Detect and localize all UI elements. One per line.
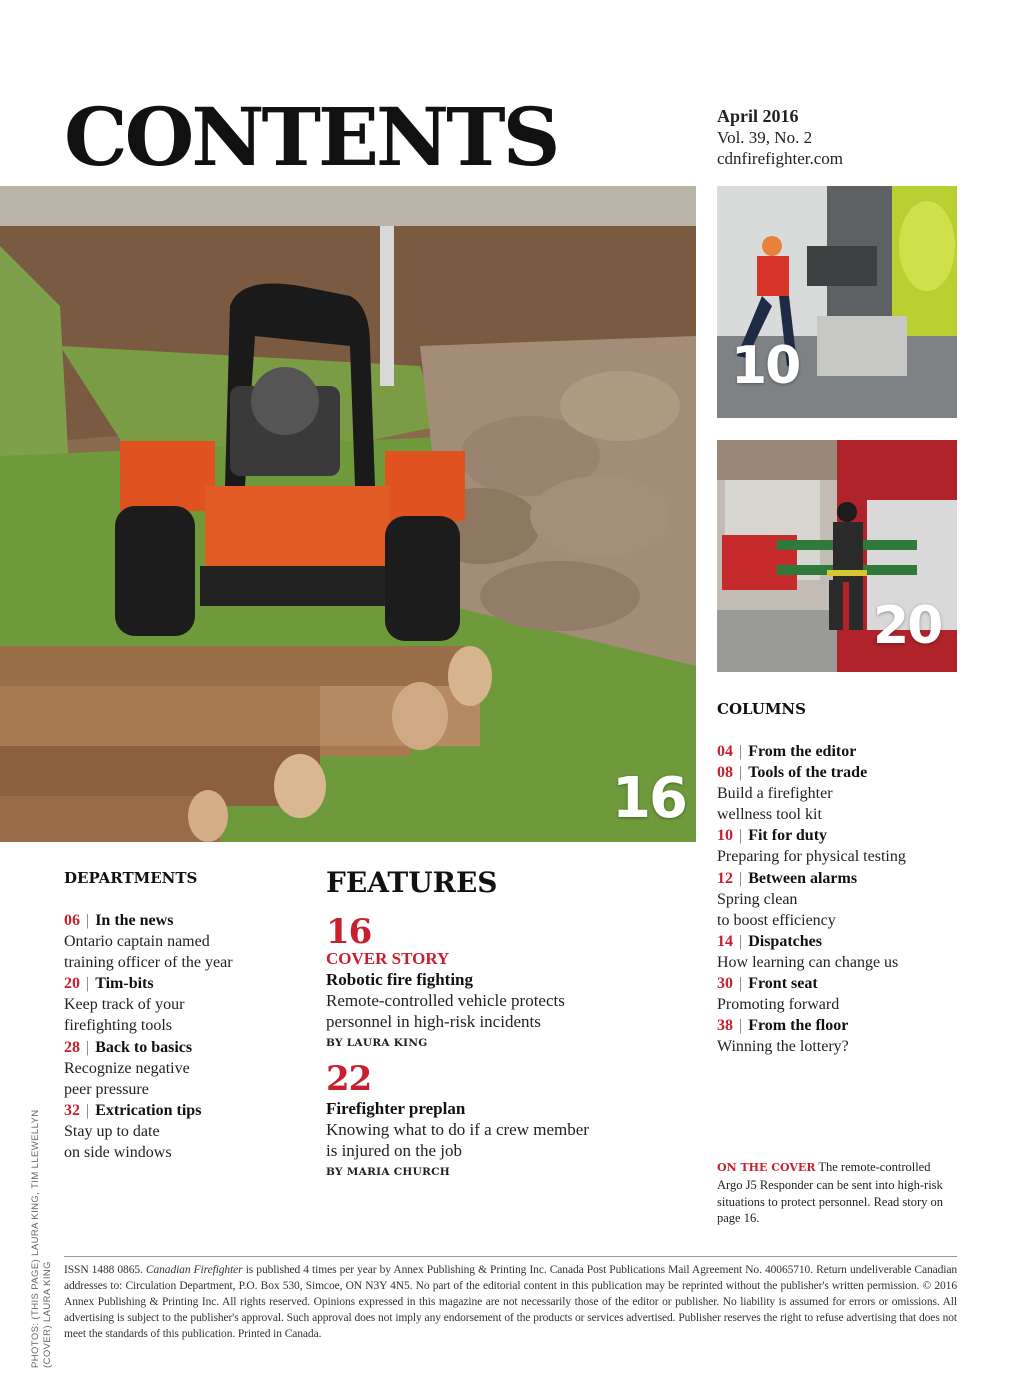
departments-list [64, 910, 294, 1163]
list-item[interactable]: 08 | Tools of the trade Build a firefighter wellness tool kit [717, 764, 868, 824]
list-item[interactable]: 14 | Dispatches How learning can change us [717, 932, 899, 971]
features-section [326, 865, 656, 1179]
list-item[interactable]: 32 | Extrication tips Stay up to date on side windows [64, 1101, 202, 1162]
side-photo-fire-truck[interactable] [717, 440, 957, 672]
list-item[interactable]: 10 | Fit for duty Preparing for physical testing [717, 827, 906, 866]
main-photo-robot-vehicle[interactable] [0, 186, 696, 842]
list-item[interactable]: 04 | From the editor [717, 743, 857, 760]
main-photo-page-number: 16 [612, 766, 686, 831]
photo-credits: PHOTOS: (THIS PAGE) LAURA KING, TIM LLEWELLYN (COVER) LAURA KING [30, 1109, 53, 1368]
issue-date: April 2016 [717, 106, 799, 126]
side-photo-2-page-number: 20 [873, 596, 942, 656]
feature-kicker: COVER STORY [326, 949, 450, 968]
list-item[interactable]: 12 | Between alarms Spring clean to boost efficiency [717, 869, 858, 929]
feature-title: Robotic fire fighting [326, 970, 474, 989]
feature-page-number: 22 [326, 1059, 372, 1099]
feature-byline: BY MARIA CHURCH [326, 1166, 450, 1178]
columns-list [717, 741, 957, 1057]
list-item[interactable]: 28 | Back to basics Recognize negative peer pressure [64, 1038, 193, 1098]
footer-divider [64, 1256, 957, 1257]
feature-item[interactable]: 22 Firefighter preplan Knowing what to do if a crew member is injured on the job BY MARIA CHURCH [326, 1062, 656, 1179]
magazine-name: Canadian Firefighter [145, 1264, 243, 1276]
side-photo-fitness-test[interactable] [717, 186, 957, 418]
feature-title: Firefighter preplan [326, 1099, 466, 1118]
list-item[interactable]: 20 | Tim-bits Keep track of your firefighting tools [64, 975, 185, 1035]
cover-note [717, 1159, 957, 1227]
website-link[interactable]: cdnfirefighter.com [717, 149, 844, 168]
side-photo-1-page-number: 10 [731, 336, 800, 396]
legal-text: ISSN 1488 0865. Canadian Firefighter is published 4 times per year by Annex Publishing & Printing Inc. Canada Post Publications Mail Agreement No. 40065710. Return undeliverable Canadian addresses to: Circulation Department, P.O. Box 530, Simcoe, ON N3Y 4N5. No part of the editorial content in this publication may be reprinted without the publisher's written permission. © 2016 Annex Publishing & Printing Inc. All rights reserved. Opinions expressed in this magazine are not necessarily those of the editor or publisher. No liability is assumed for errors or omissions. All advertising is subject to the publisher's approval. Such approval does not imply any endorsement of the products or services advertised. Publisher reserves the right to refuse advertising that does not meet the standards of this publication. Printed in Canada. [64, 1264, 958, 1340]
cover-note-text: The remote-controlled Argo J5 Responder can be sent into high-risk situations to protect personnel. Read story on page 16. [717, 1160, 944, 1226]
feature-item[interactable]: 16 COVER STORY Robotic fire fighting Remote-controlled vehicle protects personnel in high-risk incidents BY LAURA KING [326, 915, 656, 1050]
issue-volume: Vol. 39, No. 2 [717, 128, 813, 147]
feature-page-number: 16 [326, 912, 372, 952]
list-item[interactable]: 06 | In the news Ontario captain named training officer of the year [64, 912, 233, 972]
list-item[interactable]: 38 | From the floor Winning the lottery? [717, 1017, 849, 1056]
page-title: CONTENTS [64, 90, 558, 184]
list-item[interactable]: 30 | Front seat Promoting forward [717, 975, 840, 1014]
feature-byline: BY LAURA KING [326, 1037, 428, 1049]
robot-vehicle-illustration [0, 186, 696, 842]
cover-note-label: ON THE COVER [717, 1161, 816, 1174]
departments-heading: DEPARTMENTS [64, 869, 198, 887]
issue-info [717, 106, 843, 169]
columns-heading: COLUMNS [717, 700, 806, 718]
features-heading: FEATURES [326, 866, 498, 899]
